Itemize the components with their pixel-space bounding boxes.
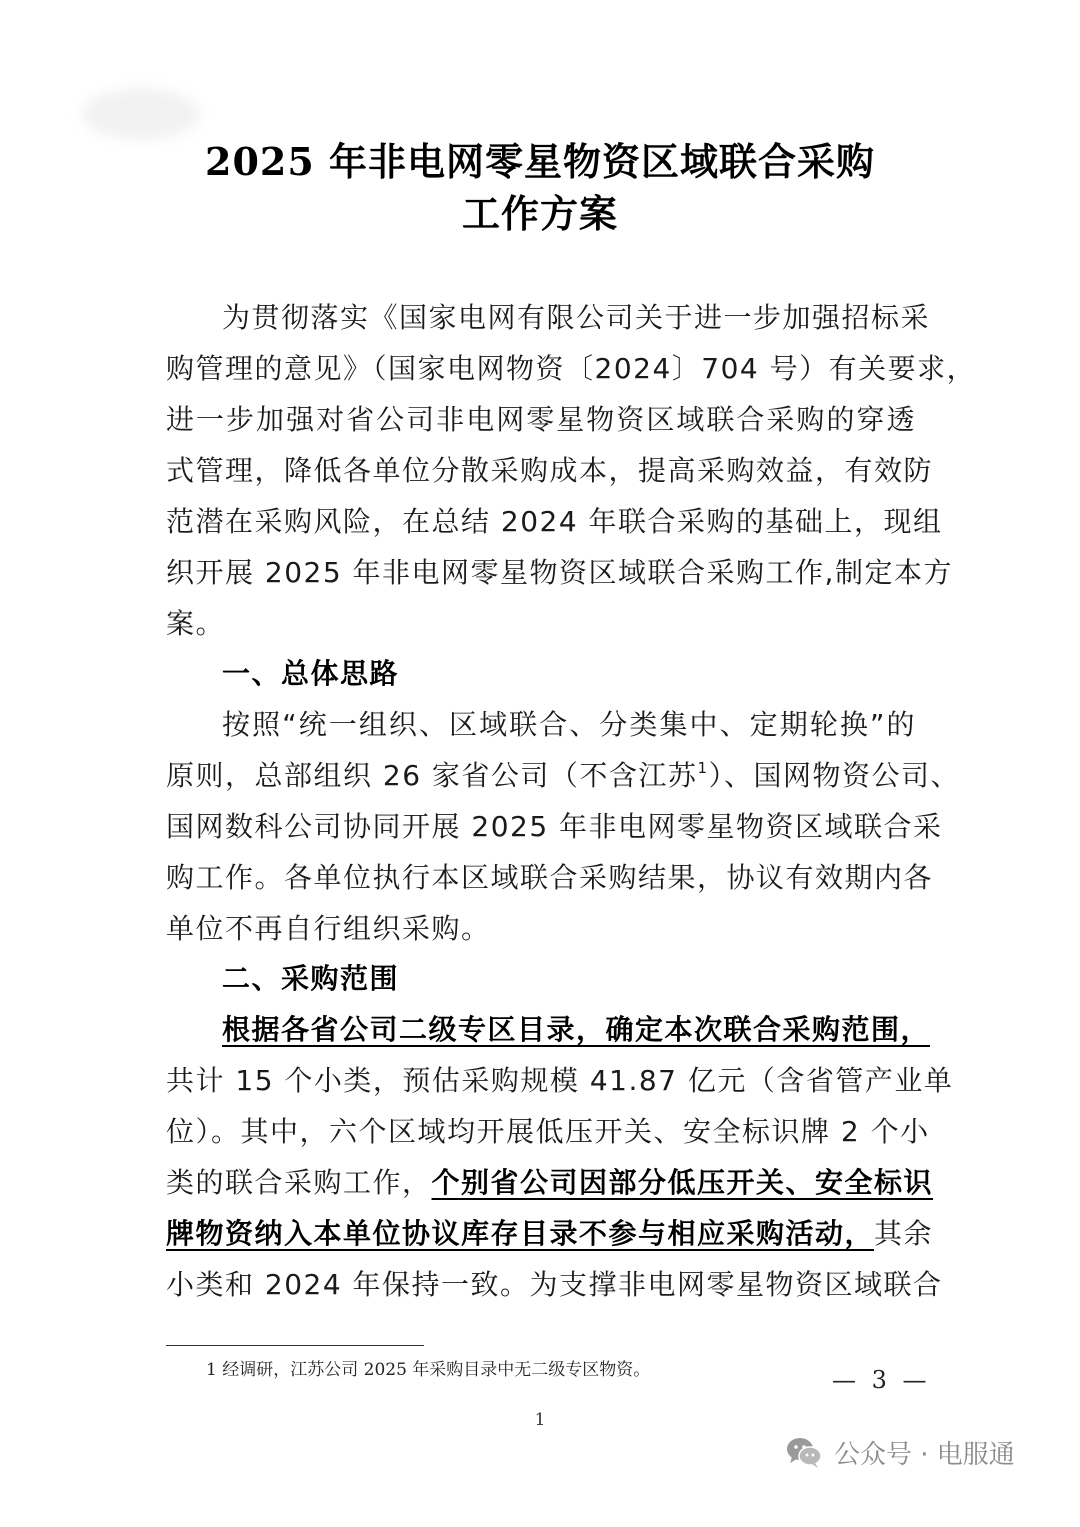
section1-line-1: 按照“统一组织、区域联合、分类集中、定期轮换”的 (222, 708, 916, 741)
section2-heading: 二、采购范围 (222, 962, 400, 995)
section2-line-5-tail: 其余 (874, 1217, 934, 1250)
faded-stamp-mark (82, 88, 200, 140)
section2-line-4 (166, 1166, 934, 1200)
footnote-reference: 1 (697, 759, 709, 777)
footnote-separator (166, 1345, 424, 1346)
pdf-page-number: 1 (534, 1410, 546, 1430)
section1-line-4: 购工作。各单位执行本区域联合采购结果，协议有效期内各 (166, 861, 934, 894)
underlined-emphasis-3: 牌物资纳入本单位协议库存目录不参与相应采购活动， (166, 1217, 875, 1250)
section1-line-2-tail: ）、国网物资公司、 (708, 759, 960, 792)
section2-line-6: 小类和 2024 年保持一致。为支撑非电网零星物资区域联合 (166, 1268, 943, 1301)
intro-line-5: 范潜在采购风险，在总结 2024 年联合采购的基础上，现组 (166, 505, 943, 538)
section1-line-2 (166, 759, 960, 793)
document-title-line1: 2025 年非电网零星物资区域联合采购 (205, 139, 875, 184)
section2-line-4-text: 类的联合采购工作， (166, 1166, 432, 1199)
section1-line-3: 国网数科公司协同开展 2025 年非电网零星物资区域联合采 (166, 810, 943, 843)
section1-heading: 一、总体思路 (222, 657, 400, 690)
underlined-emphasis-1: 根据各省公司二级专区目录，确定本次联合采购范围， (222, 1013, 931, 1046)
intro-line-4: 式管理，降低各单位分散采购成本，提高采购效益，有效防 (166, 454, 934, 487)
intro-line-3: 进一步加强对省公司非电网零星物资区域联合采购的穿透 (166, 403, 916, 436)
section1-line-5: 单位不再自行组织采购。 (166, 912, 491, 945)
underlined-emphasis-2: 个别省公司因部分低压开关、安全标识 (431, 1166, 934, 1199)
page-number: — 3 — (832, 1366, 931, 1394)
intro-line-7: 案。 (166, 607, 226, 640)
footnote: 1 经调研，江苏公司 2025 年采购目录中无二级专区物资。 (206, 1360, 651, 1380)
section2-line-1 (166, 1013, 931, 1047)
intro-line-1: 为贯彻落实《国家电网有限公司关于进一步加强招标采 (222, 301, 931, 334)
intro-line-6: 织开展 2025 年非电网零星物资区域联合采购工作,制定本方 (166, 556, 953, 589)
document-title-line2: 工作方案 (461, 191, 618, 236)
watermark-text: 公众号 · 电服通 (834, 1439, 1015, 1470)
wechat-watermark (784, 1432, 1015, 1472)
section2-line-5 (166, 1217, 934, 1251)
wechat-icon (784, 1432, 824, 1472)
section1-line-2-text: 原则，总部组织 26 家省公司（不含江苏 (166, 759, 698, 792)
section2-line-3: 位）。其中，六个区域均开展低压开关、安全标识牌 2 个小 (166, 1115, 930, 1148)
section2-line-2: 共计 15 个小类，预估采购规模 41.87 亿元（含省管产业单 (166, 1064, 954, 1097)
intro-line-2: 购管理的意见》（国家电网物资〔2024〕704 号）有关要求， (166, 352, 977, 385)
